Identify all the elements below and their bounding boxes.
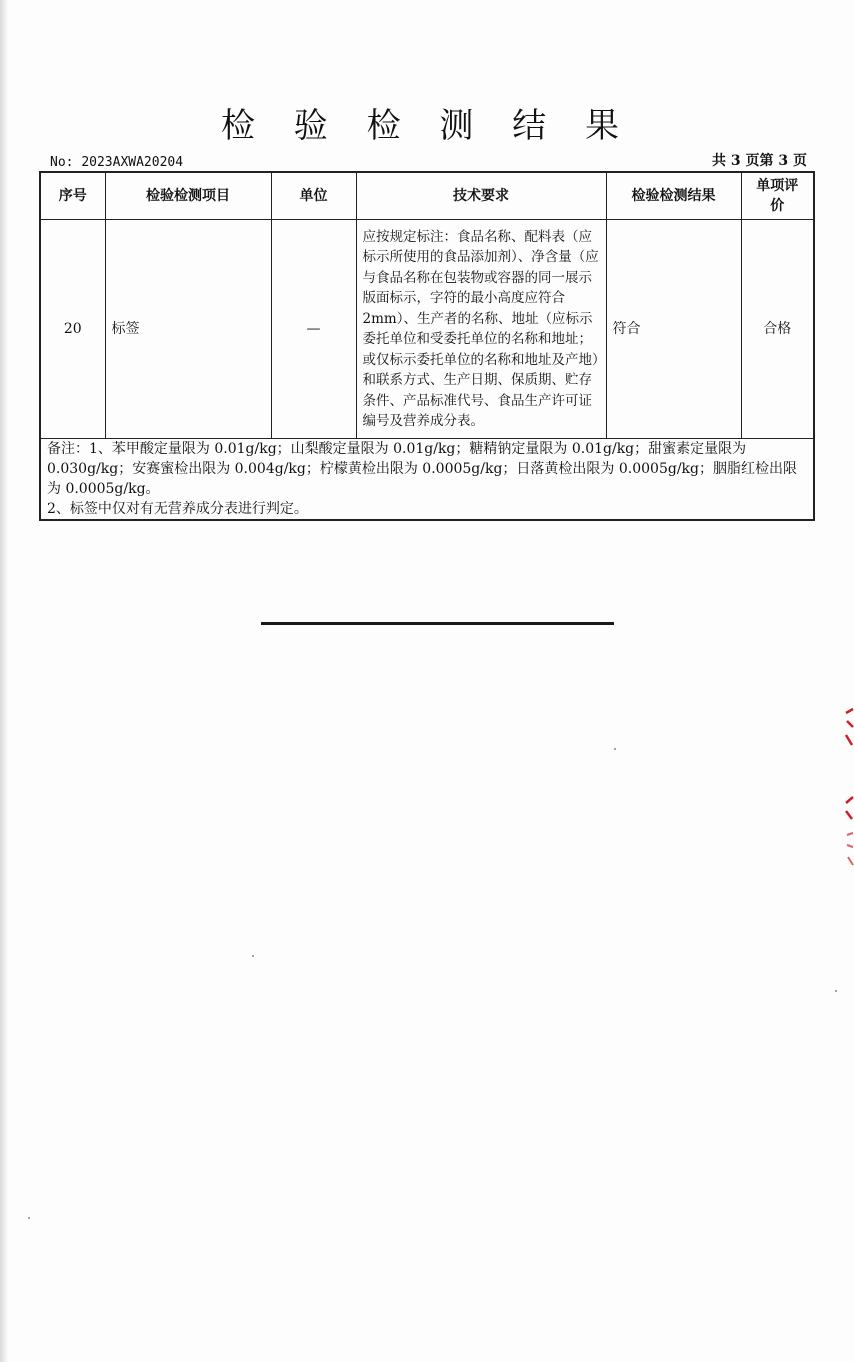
scan-speck [835,990,837,992]
note-1: 备注：1、苯甲酸定量限为 0.01g/kg；山梨酸定量限为 0.01g/kg；糖精钠定量限为 0.01g/kg；甜蜜素定量限为 0.030g/kg；安赛蜜检出限为 0.004g/kg；柠檬黄检出限为 0.0005g/kg；日落黄检出限为 0.0005g/kg；胭脂红检出限为 0.0005g/kg。 [47,441,797,497]
header-seq: 序号 [40,172,105,220]
end-of-report-line [261,622,614,625]
page-counter: 共 3 页第 3 页 [712,153,807,169]
report-number [50,155,183,170]
notes-row [40,439,814,521]
scan-speck [614,748,616,750]
cell-unit: — [271,220,356,439]
header-evaluation: 单项评价 [741,172,814,220]
page-title: 检 验 检 测 结 果 [220,106,634,146]
cell-seq: 20 [40,220,105,439]
note-2: 2、标签中仅对有无营养成分表进行判定。 [47,501,308,517]
header-result: 检验检测结果 [606,172,741,220]
report-number-value: 2023AXWA20204 [81,155,184,170]
table-row [40,220,814,439]
cell-result: 符合 [606,220,741,439]
results-table [39,171,815,521]
cell-requirement: 应按规定标注：食品名称、配料表（应标示所使用的食品添加剂）、净含量（应与食品名称在包装物或容器的同一展示版面标示，字符的最小高度应符合 2mm）、生产者的名称、地址（应标示委托单位和受委托单位的名称和地址；或仅标示委托单位的名称和地址及产地）和联系方式、生产日期、保质期、贮存条件、产品标准代号、食品生产许可证编号及营养成分表。 [356,220,606,439]
header-requirement: 技术要求 [356,172,606,220]
report-number-label: No: [50,155,74,170]
scan-speck [252,955,254,957]
header-item: 检验检测项目 [105,172,271,220]
scan-speck [28,1217,30,1219]
cell-evaluation: 合格 [741,220,814,439]
table-header-row [40,172,814,220]
seal-edge-fragment [844,705,854,875]
notes-cell [40,439,814,521]
cell-item: 标签 [105,220,271,439]
header-unit: 单位 [271,172,356,220]
page-edge-shadow [0,0,8,1362]
